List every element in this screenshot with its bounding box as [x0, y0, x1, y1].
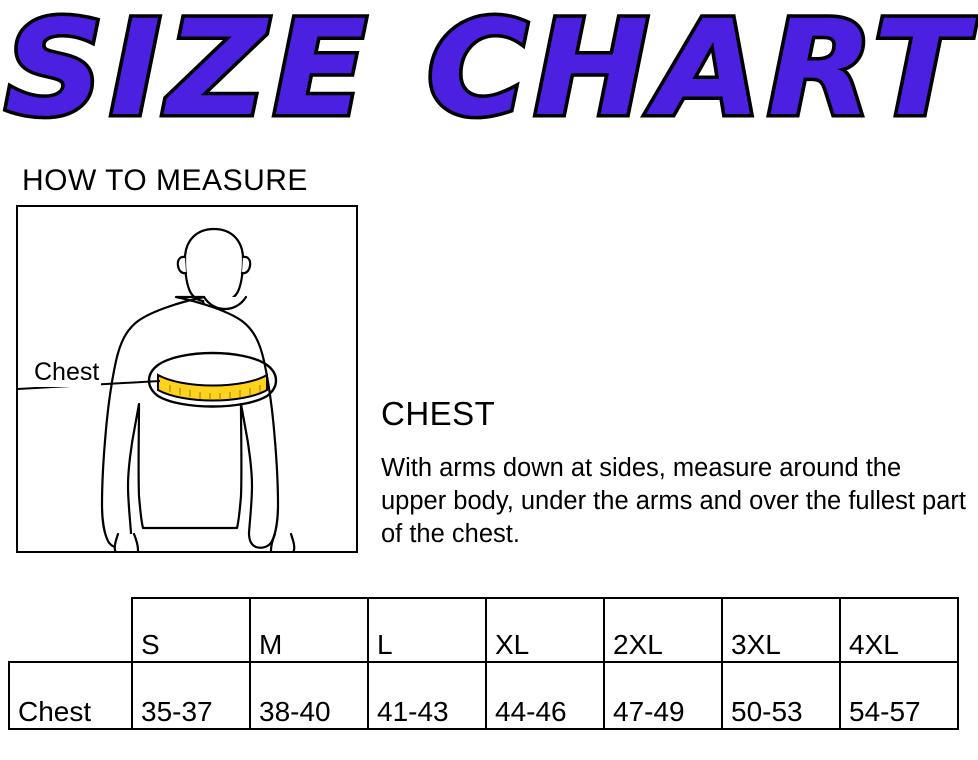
table-header-size-l: L [368, 598, 486, 662]
page-title [0, 0, 978, 144]
description-body: With arms down at sides, measure around the upper body, under the arms and over the fullest part of the chest. [381, 454, 966, 548]
table-cell-chest-s: 35-37 [132, 662, 250, 729]
table-header-size-m: M [250, 598, 368, 662]
table-header-size-s: S [132, 598, 250, 662]
table-header-size-xl: XL [486, 598, 604, 662]
table-cell-chest-3xl: 50-53 [722, 662, 840, 729]
table-cell-chest-2xl: 47-49 [604, 662, 722, 729]
page-title-text: SIZE CHART [4, 0, 974, 146]
table-cell-chest-xl: 44-46 [486, 662, 604, 729]
table-header-size-3xl: 3XL [722, 598, 840, 662]
how-to-measure-heading: HOW TO MEASURE [22, 164, 308, 197]
table-header-size-2xl: 2XL [604, 598, 722, 662]
table-row-label-chest: Chest [9, 662, 132, 729]
table-cell-chest-4xl: 54-57 [840, 662, 958, 729]
table-cell-chest-m: 38-40 [250, 662, 368, 729]
table-cell-chest-l: 41-43 [368, 662, 486, 729]
table-row [9, 662, 958, 729]
size-table [8, 597, 959, 730]
chest-measure-label: Chest [34, 358, 100, 386]
table-header-size-4xl: 4XL [840, 598, 958, 662]
description-heading: CHEST [381, 395, 496, 432]
table-header-row [9, 598, 958, 662]
table-corner-cell [9, 598, 132, 662]
